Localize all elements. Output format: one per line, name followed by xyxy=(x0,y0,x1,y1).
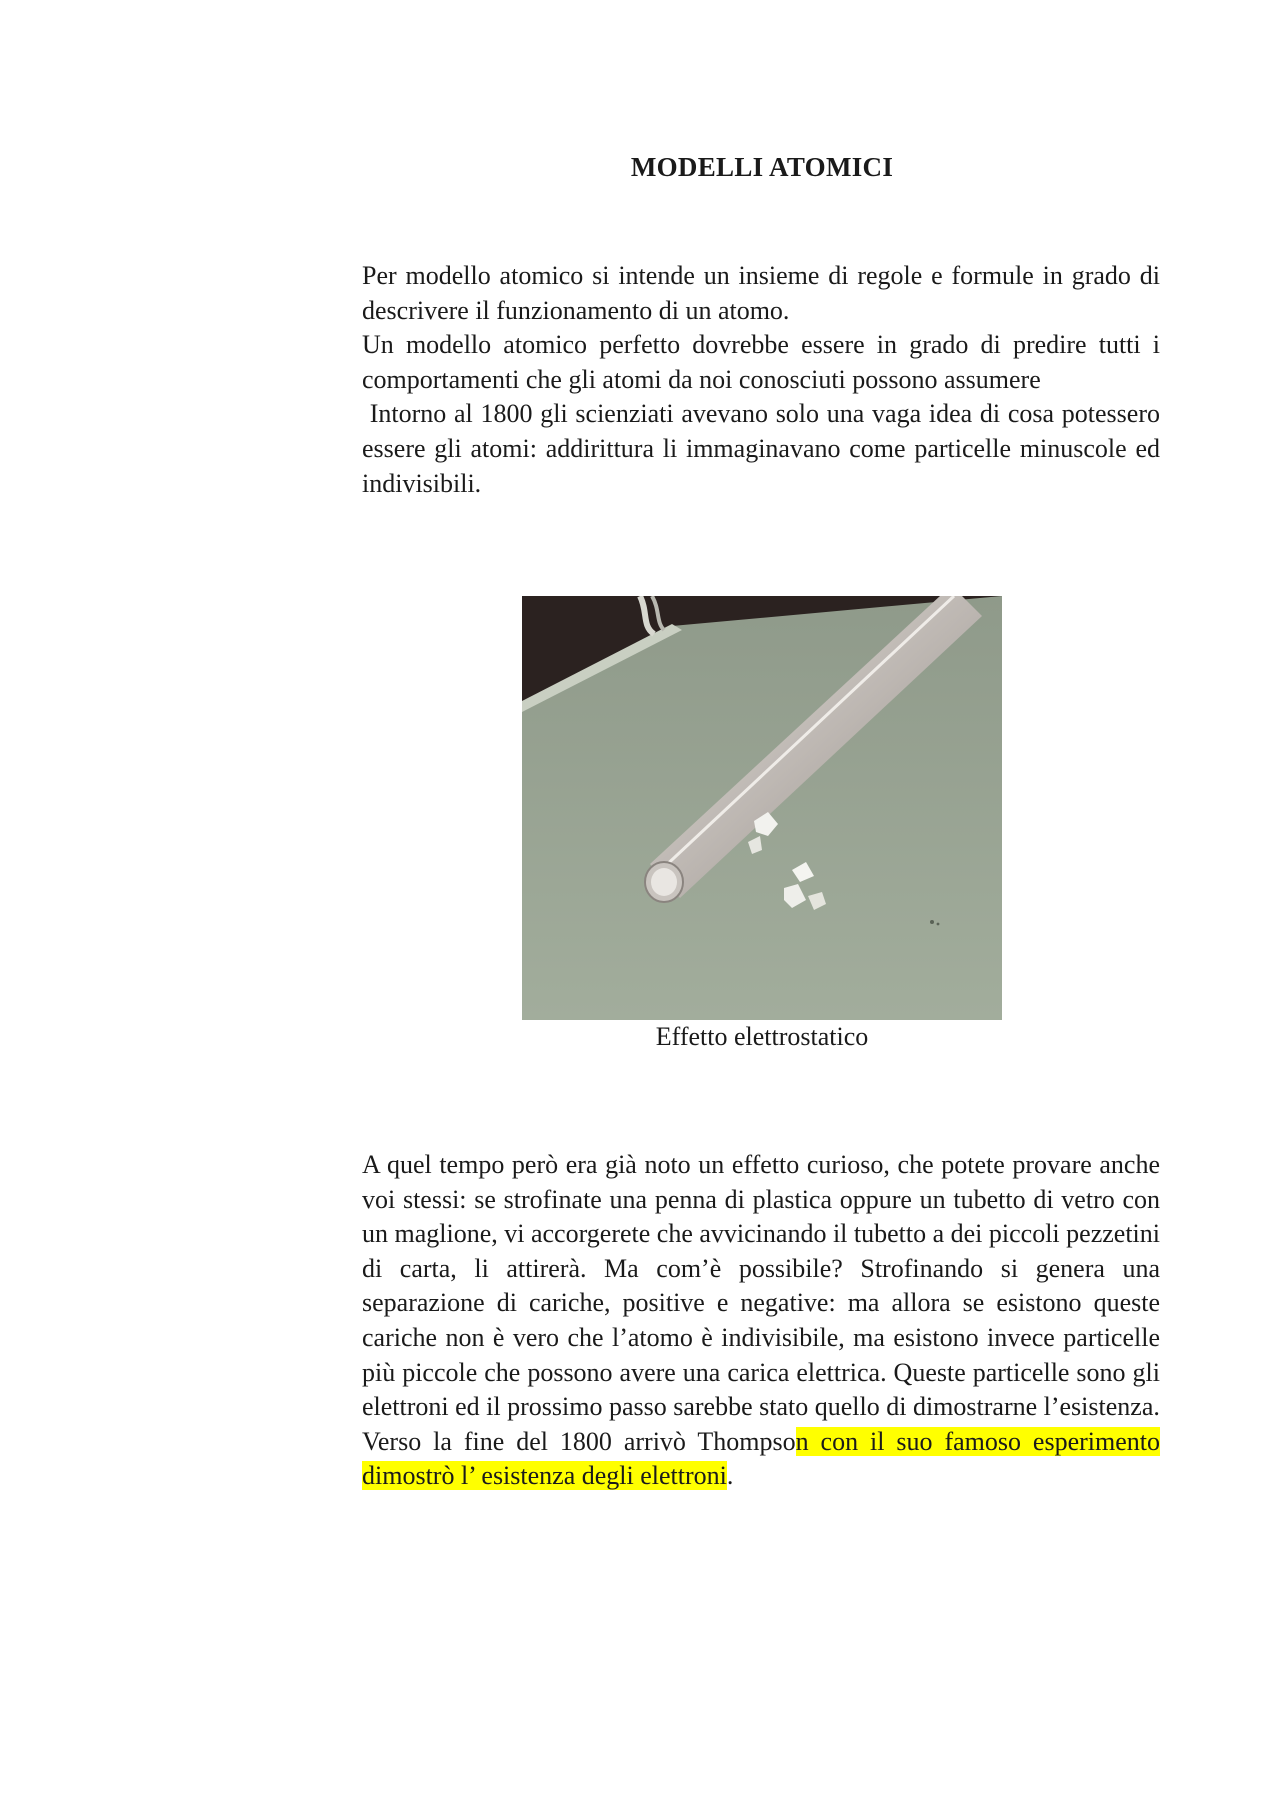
final-paragraph xyxy=(362,1425,1160,1494)
body-paragraph: A quel tempo però era già noto un effetto curioso, che potete provare anche voi stessi: se strofinate una penna di plastica oppure un tubetto di vetro con un maglione, vi accorgerete che avvicinando il tubetto a dei piccoli pezzetini di carta, li attirerà. Ma com’è possibile? Strofinando si genera una separazione di cariche, positive e negative: ma allora se esistono queste cariche non è vero che l’atomo è indivisibile, ma esistono invece particelle più piccole che possono avere una carica elettrica. Queste particelle sono gli elettroni ed il prossimo passo sarebbe stato quello di dimostrarne l’esistenza. xyxy=(362,1150,1160,1422)
figure-caption: Effetto elettrostatico xyxy=(655,1022,869,1051)
intro-paragraph-3: Intorno al 1800 gli scienziati avevano solo una vaga idea di cosa potessero essere gli atomi: addirittura li immaginavano come particelle minuscole ed indivisibili. xyxy=(362,399,1160,498)
electrostatic-effect-photo xyxy=(522,596,1002,1020)
intro-paragraph-2: Un modello atomico perfetto dovrebbe essere in grado di predire tutti i comportamenti che gli atomi da noi conosciuti possono assumere xyxy=(362,330,1160,394)
body-text xyxy=(362,1148,1160,1494)
document-title: MODELLI ATOMICI xyxy=(630,152,894,182)
intro-paragraph-1: Per modello atomico si intende un insieme di regole e formule in grado di descrivere il funzionamento di un atomo. xyxy=(362,261,1160,325)
intro-text xyxy=(362,259,1160,501)
highlighted-text: n con il suo famoso esperimento dimostrò l’ esistenza degli elettroni xyxy=(362,1426,1160,1491)
final-paragraph-end: . xyxy=(726,1461,734,1491)
final-paragraph-plain: Verso la fine del 1800 arrivò Thompso xyxy=(362,1426,796,1456)
